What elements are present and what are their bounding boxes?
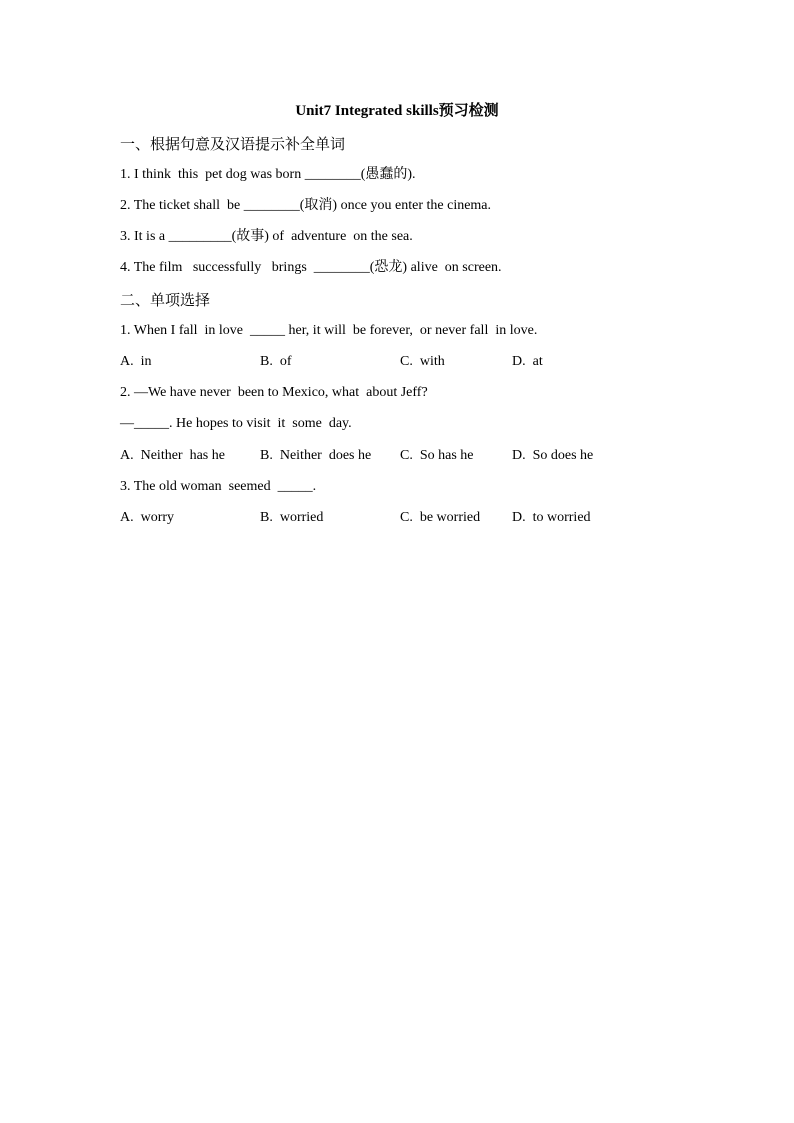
question-3-stem: 3. The old woman seemed _____. xyxy=(120,479,317,494)
question-2-stem-response: —_____. He hopes to visit it some day. xyxy=(120,416,352,431)
question-2-option-b: B. Neither does he xyxy=(260,448,372,463)
question-2-option-c: C. So has he xyxy=(400,448,474,463)
question-3-option-d: D. to worried xyxy=(512,510,591,525)
fill-in-item-1: 1. I think this pet dog was born ________(愚蠢的). xyxy=(120,167,416,182)
question-1-stem: 1. When I fall in love _____ her, it will be forever, or never fall in love. xyxy=(120,323,538,338)
page-title: Unit7 Integrated skills预习检测 xyxy=(295,103,499,119)
question-3-option-a: A. worry xyxy=(120,510,175,525)
question-2-option-d: D. So does he xyxy=(512,448,594,463)
fill-in-item-3: 3. It is a _________(故事) of adventure on the sea. xyxy=(120,229,413,244)
fill-in-item-2: 2. The ticket shall be ________(取消) once you enter the cinema. xyxy=(120,198,492,213)
question-3-option-b: B. worried xyxy=(260,510,324,525)
question-1-option-b: B. of xyxy=(260,354,292,369)
question-1-option-c: C. with xyxy=(400,354,445,369)
section1-heading: 一、根据句意及汉语提示补全单词 xyxy=(120,135,346,153)
fill-in-item-4: 4. The film successfully brings ________(恐龙) alive on screen. xyxy=(120,260,502,275)
question-1-option-d: D. at xyxy=(512,354,543,369)
question-2-option-a: A. Neither has he xyxy=(120,448,225,463)
section2-heading: 二、单项选择 xyxy=(120,291,211,309)
question-3-option-c: C. be worried xyxy=(400,510,481,525)
question-1-option-a: A. in xyxy=(120,354,152,369)
question-2-stem: 2. —We have never been to Mexico, what about Jeff? xyxy=(120,385,428,400)
